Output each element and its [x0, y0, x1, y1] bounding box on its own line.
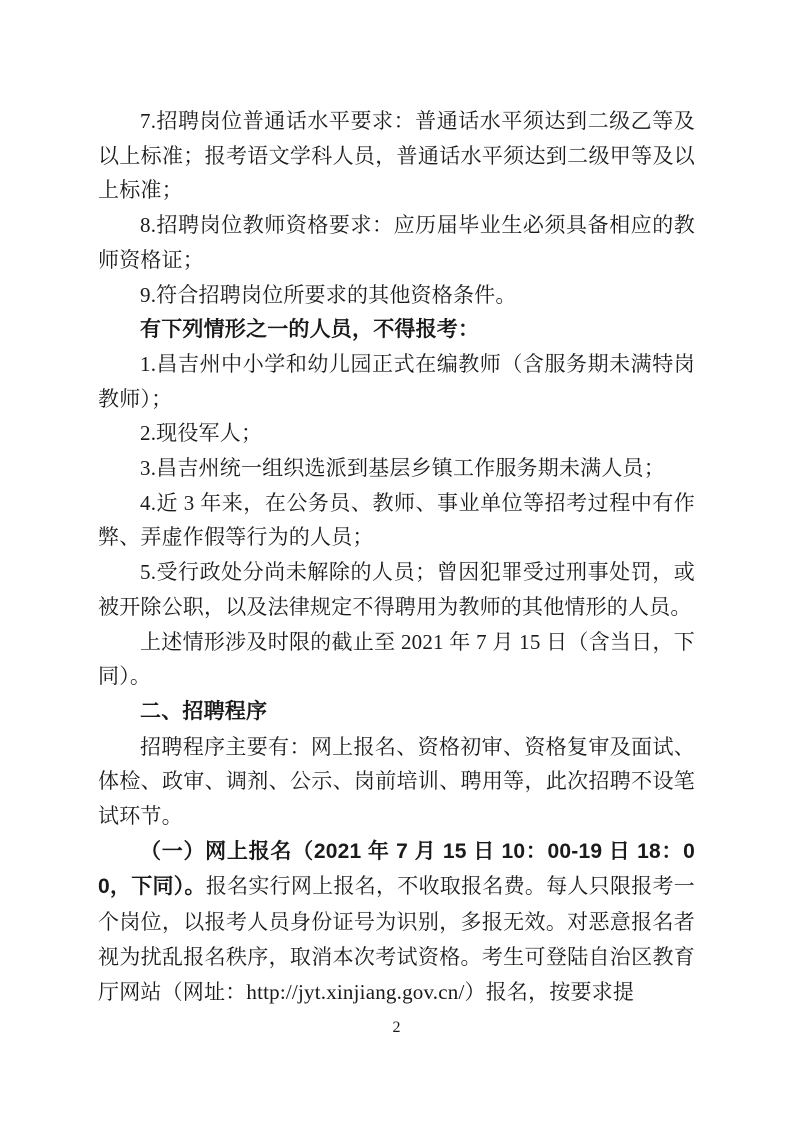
text-run: 上述情形涉及时限的截止至 2021 年 7 月 15 日（含当日，下同）。	[98, 629, 695, 689]
text-run: 7.招聘岗位普通话水平要求：普通话水平须达到二级乙等及以上标准；报考语文学科人员，普通话水平须达到二级甲等及以上标准；	[98, 109, 695, 203]
text-run: 招聘程序主要有：网上报名、资格初审、资格复审及面试、体检、政审、调剂、公示、岗前培训、聘用等，此次招聘不设笔试环节。	[98, 734, 695, 829]
paragraph	[98, 208, 695, 277]
document-body	[98, 104, 695, 1009]
paragraph	[98, 104, 695, 208]
text-run: 9.符合招聘岗位所要求的其他资格条件。	[140, 282, 517, 307]
paragraph	[98, 625, 695, 694]
paragraph	[98, 694, 695, 730]
page-footer	[0, 1019, 793, 1037]
text-run: 2.现役军人；	[140, 421, 263, 446]
paragraph	[98, 416, 695, 451]
text-run: 1.昌吉州中小学和幼儿园正式在编教师（含服务期未满特岗教师）；	[98, 351, 695, 411]
text-run: 5.受行政处分尚未解除的人员；曾因犯罪受过刑事处罚，或被开除公职，以及法律规定不得聘用为教师的其他情形的人员。	[98, 560, 695, 619]
text-run: 4.近 3 年来，在公务员、教师、事业单位等招考过程中有作弊、弄虚作假等行为的人员；	[98, 490, 695, 550]
text-run: （一）网上报名（2021 年 7 月 15 日 10：00-19 日 18：00，下同）。	[98, 839, 695, 899]
paragraph	[98, 347, 695, 416]
paragraph	[98, 486, 695, 555]
paragraph	[98, 278, 695, 313]
paragraph	[98, 312, 695, 347]
paragraph	[98, 834, 695, 1010]
paragraph	[98, 555, 695, 624]
text-run: 有下列情形之一的人员，不得报考：	[140, 317, 480, 342]
text-run: 8.招聘岗位教师资格要求：应历届毕业生必须具备相应的教师资格证；	[98, 213, 695, 272]
paragraph	[98, 730, 695, 834]
page-number: 2	[392, 1019, 401, 1036]
paragraph	[98, 451, 695, 486]
text-run: 二、招聘程序	[140, 699, 268, 723]
text-run: 报名实行网上报名，不收取报名费。每人只限报考一个岗位，以报考人员身份证号为识别，多报无效。对恶意报名者视为扰乱报名秩序，取消本次考试资格。考生可登陆自治区教育厅网站（网址：http://jyt.xinjiang.gov.cn/）报名，按要求提	[98, 874, 695, 1004]
text-run: 3.昌吉州统一组织选派到基层乡镇工作服务期未满人员；	[140, 456, 665, 481]
